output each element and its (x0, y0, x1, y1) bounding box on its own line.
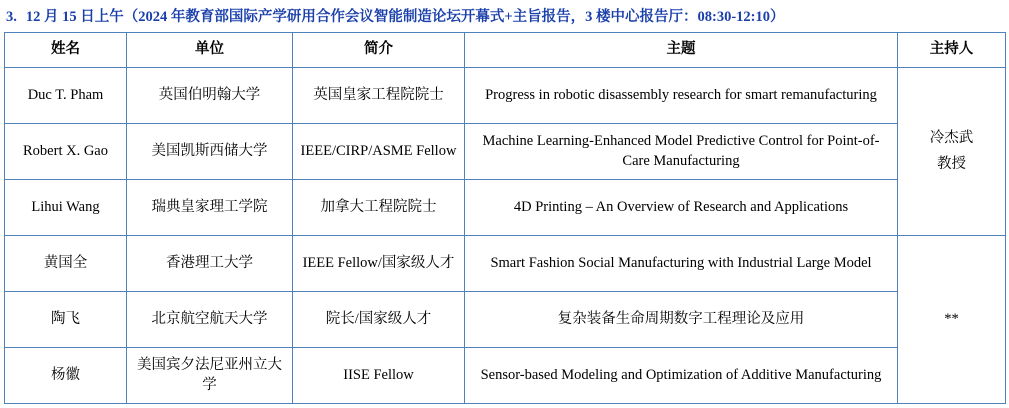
session-host-line1: 冷杰武 (929, 130, 974, 147)
section-number: 3. (6, 9, 17, 25)
session-host (898, 68, 1006, 236)
speaker-name: 黄国全 (5, 236, 127, 292)
speaker-organization: 香港理工大学 (127, 236, 293, 292)
session-host (898, 236, 1006, 404)
speaker-organization: 美国宾夕法尼亚州立大学 (127, 348, 293, 404)
column-header-name: 姓名 (5, 33, 127, 68)
speaker-topic: Progress in robotic disassembly research for smart remanufacturing (465, 68, 898, 124)
speaker-intro: 英国皇家工程院院士 (293, 68, 465, 124)
table-row (5, 292, 1006, 348)
speaker-intro: 院长/国家级人才 (293, 292, 465, 348)
section-title: 12 月 15 日上午（2024 年教育部国际产学研用合作会议智能制造论坛开幕式+主旨报告，3 楼中心报告厅：08:30-12:10） (25, 9, 785, 25)
table-row (5, 236, 1006, 292)
speaker-name: Robert X. Gao (5, 124, 127, 180)
speaker-organization: 美国凯斯西储大学 (127, 124, 293, 180)
column-header-topic: 主题 (465, 33, 898, 68)
speaker-intro: 加拿大工程院院士 (293, 180, 465, 236)
column-header-host: 主持人 (898, 33, 1006, 68)
speaker-topic: 复杂装备生命周期数字工程理论及应用 (465, 292, 898, 348)
speaker-name: 杨徽 (5, 348, 127, 404)
table-row (5, 124, 1006, 180)
speaker-topic: 4D Printing – An Overview of Research and Applications (465, 180, 898, 236)
speaker-topic: Smart Fashion Social Manufacturing with Industrial Large Model (465, 236, 898, 292)
speaker-intro: IISE Fellow (293, 348, 465, 404)
speaker-name: Lihui Wang (5, 180, 127, 236)
table-header-row (5, 33, 1006, 68)
speaker-organization: 瑞典皇家理工学院 (127, 180, 293, 236)
speaker-intro: IEEE Fellow/国家级人才 (293, 236, 465, 292)
table-row (5, 180, 1006, 236)
speaker-topic: Machine Learning-Enhanced Model Predictive Control for Point-of-Care Manufacturing (465, 124, 898, 180)
speaker-intro: IEEE/CIRP/ASME Fellow (293, 124, 465, 180)
table-row (5, 68, 1006, 124)
speaker-organization: 北京航空航天大学 (127, 292, 293, 348)
speaker-organization: 英国伯明翰大学 (127, 68, 293, 124)
table-row (5, 348, 1006, 404)
column-header-org: 单位 (127, 33, 293, 68)
section-heading (0, 0, 1009, 32)
speaker-name: 陶飞 (5, 292, 127, 348)
speaker-name: Duc T. Pham (5, 68, 127, 124)
column-header-intro: 简介 (293, 33, 465, 68)
session-host-line2: 教授 (937, 155, 966, 172)
session-host-line1: ** (944, 310, 959, 327)
schedule-table (4, 32, 1006, 404)
speaker-topic: Sensor-based Modeling and Optimization of Additive Manufacturing (465, 348, 898, 404)
